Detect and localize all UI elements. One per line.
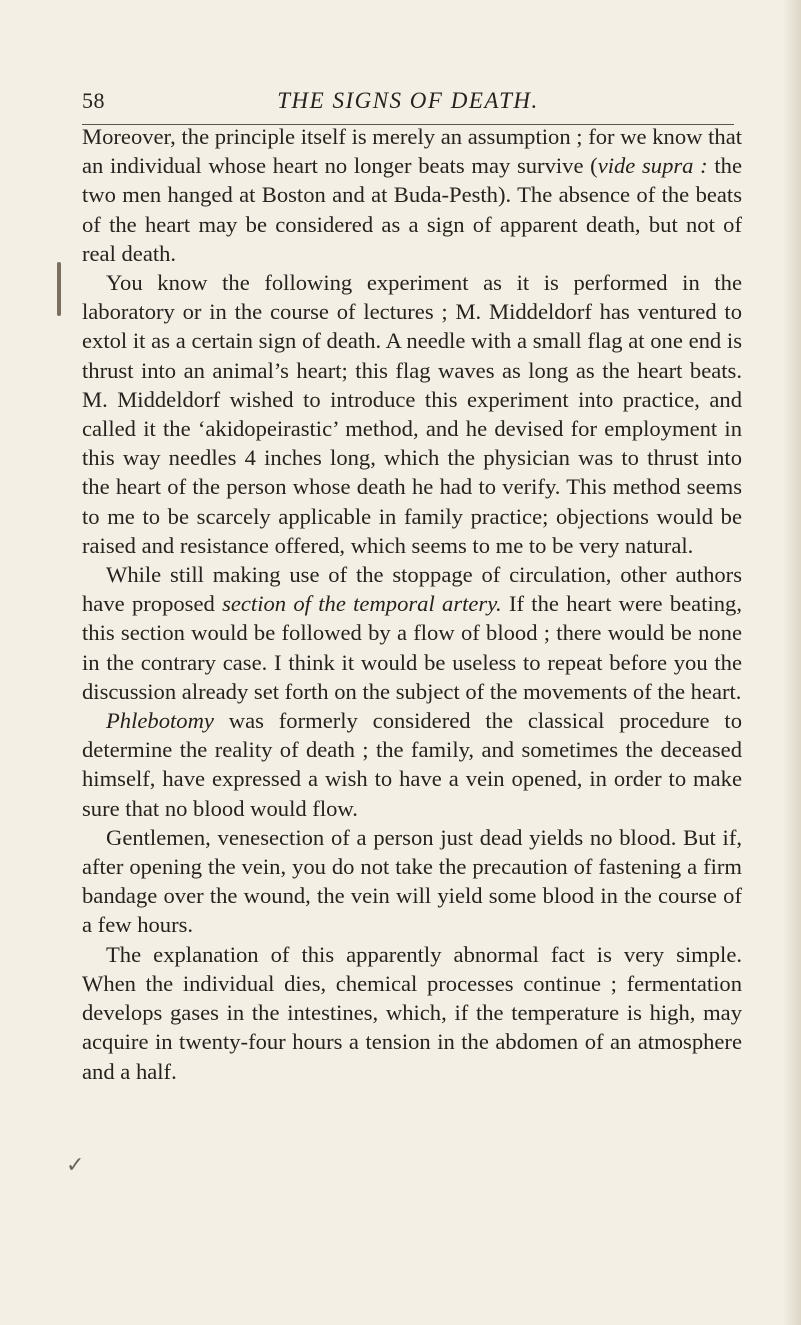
text-segment: While still making use of the stoppage of circulation, other authors have proposed: [82, 562, 742, 617]
italic-text: Phlebotomy: [106, 708, 214, 734]
body-text: [82, 122, 742, 1086]
page-title: THE SIGNS OF DEATH.: [277, 88, 539, 113]
paragraph: [82, 560, 742, 706]
paragraph: [82, 706, 742, 823]
paragraph: [82, 268, 742, 560]
paragraph: [82, 122, 742, 268]
text-segment: Moreover, the principle itself is merely an assumption ; for we know that an individual whose heart no longer beats may survive (: [82, 124, 742, 179]
italic-text: vide supra :: [597, 153, 708, 179]
text-segment: The explanation of this apparently abnormal fact is very simple. When the individual dies, chemical processes continue ; fermentation develops gases in the intestines, which, if the temperature is high, may acquire in twenty-four hours a tension in the abdomen of an atmosphere and a half.: [82, 941, 742, 1084]
text-segment: Gentlemen, venesection of a person just dead yields no blood. But if, after opening the vein, you do not take the precaution of fastening a firm bandage over the wound, the vein will yield some blood in the course of a few hours.: [82, 824, 742, 938]
paragraph: [82, 823, 742, 940]
text-segment: You know the following experiment as it is performed in the laboratory or in the course of lectures ; M. Middeldorf has ventured to extol it as a certain sign of death. A needle with a small flag at one end is thrust into an animal’s heart; this flag waves as long as the heart beats. M. Middeldorf wished to introduce this experiment into practice, and called it the ‘akidopeirastic’ method, and he devised for employment in this way needles 4 inches long, which the physician was to thrust into the heart of the person whose death he had to verify. This method seems to me to be scarcely applicable in family practice; objections would be raised and resistance offered, which seems to me to be very natural.: [82, 270, 742, 558]
page-number: 58: [82, 88, 105, 113]
margin-check-mark: ✓: [66, 1152, 85, 1177]
text-segment: was formerly considered the classical procedure to determine the reality of death ; the family, and sometimes the deceased himself, have expressed a wish to have a vein opened, in order to make sure that no blood would flow.: [82, 708, 742, 821]
paragraph: [82, 940, 742, 1086]
text-segment: the two men hanged at Boston and at Buda-Pesth). The absence of the beats of the heart may be considered as a sign of apparent death, but not of real death.: [82, 153, 742, 266]
running-head: [82, 76, 734, 116]
text-segment: If the heart were beating, this section would be followed by a flow of blood ; there would be none in the contrary case. I think it would be useless to repeat before you the discussion already set forth on the subject of the movements of the heart.: [82, 591, 743, 704]
italic-text: section of the temporal artery.: [222, 591, 502, 617]
margin-pencil-mark: [57, 262, 61, 316]
